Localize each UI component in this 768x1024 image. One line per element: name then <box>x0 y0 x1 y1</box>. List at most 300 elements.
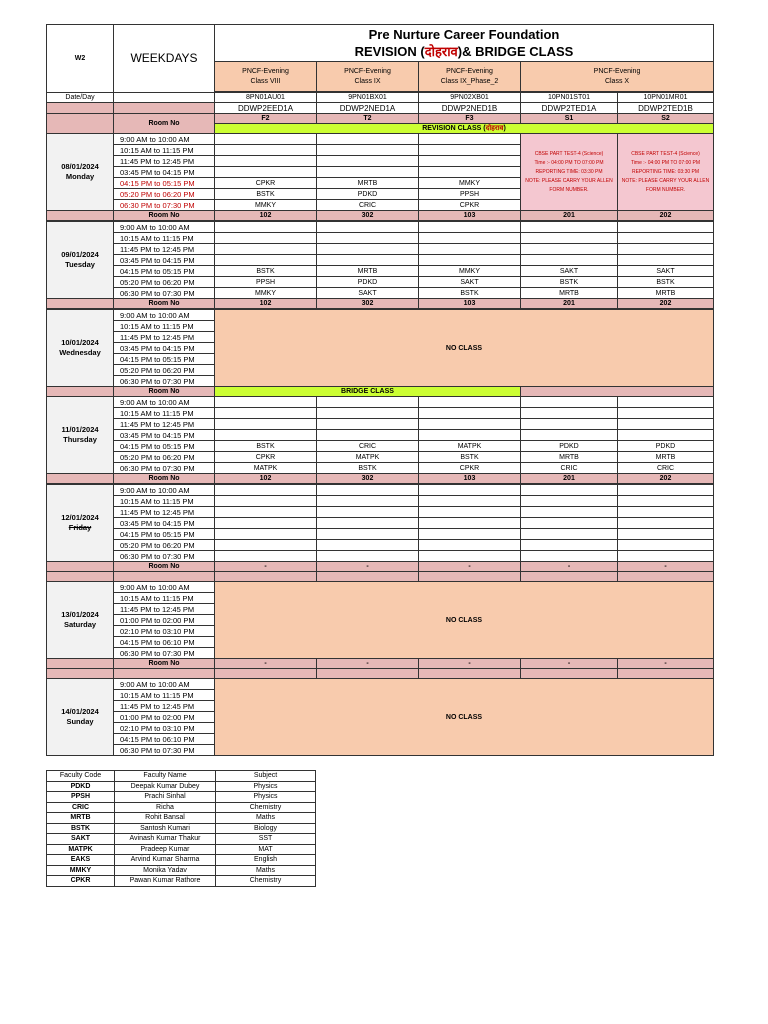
time-slot: 9:00 AM to 10:00 AM <box>114 397 215 408</box>
time-slot: 9:00 AM to 10:00 AM <box>114 582 215 593</box>
title-part: REVISION ( <box>354 44 425 59</box>
schedule-row <box>47 507 714 518</box>
room-number: - <box>215 562 317 572</box>
time-slot: 06:30 PM to 07:30 PM <box>114 288 215 299</box>
cell <box>47 659 114 669</box>
day-date: 08/01/2024 <box>61 162 99 171</box>
test-line: REPORTING TIME: 03:30 PM <box>535 168 603 175</box>
faculty-slot <box>618 485 714 496</box>
date-day-label: Date/Day <box>47 93 114 103</box>
faculty-slot: CRIC <box>317 441 419 452</box>
title-cell <box>215 25 714 62</box>
schedule-row <box>47 134 714 145</box>
room-code: T2 <box>317 114 419 124</box>
schedule-row <box>47 452 714 463</box>
title-part: )& BRIDGE CLASS <box>457 44 574 59</box>
revision-label: REVISION CLASS ( <box>422 125 486 132</box>
faculty-slot <box>618 233 714 244</box>
time-slot: 11:45 PM to 12:45 PM <box>114 419 215 430</box>
no-class-cell: NO CLASS <box>215 310 714 387</box>
time-slot: 11:45 PM to 12:45 PM <box>114 332 215 343</box>
faculty-slot: MRTB <box>521 288 618 299</box>
faculty-slot: MRTB <box>618 288 714 299</box>
page-title: Pre Nurture Career Foundation <box>368 27 560 42</box>
faculty-row <box>47 876 316 887</box>
faculty-slot <box>419 145 521 156</box>
faculty-slot <box>419 507 521 518</box>
faculty-subject: SST <box>216 834 316 845</box>
faculty-slot <box>317 408 419 419</box>
faculty-slot <box>317 518 419 529</box>
faculty-slot <box>521 397 618 408</box>
cell <box>114 669 215 679</box>
room-number: 102 <box>215 211 317 221</box>
time-slot: 03:45 PM to 04:15 PM <box>114 255 215 266</box>
cell <box>47 211 114 221</box>
time-slot: 03:45 PM to 04:15 PM <box>114 518 215 529</box>
cell <box>215 669 317 679</box>
faculty-slot <box>215 430 317 441</box>
faculty-name: Santosh Kumari <box>115 823 216 834</box>
room-number: 103 <box>419 299 521 309</box>
faculty-header: Faculty Name <box>115 771 216 782</box>
schedule-row <box>47 310 714 321</box>
room-no-label: Room No <box>114 562 215 572</box>
room-number: - <box>521 562 618 572</box>
cell <box>47 299 114 309</box>
faculty-slot: PPSH <box>419 189 521 200</box>
time-slot: 11:45 PM to 12:45 PM <box>114 701 215 712</box>
time-slot: 04:15 PM to 05:15 PM <box>114 266 215 277</box>
faculty-slot <box>215 233 317 244</box>
schedule-row <box>47 518 714 529</box>
time-slot: 06:30 PM to 07:30 PM <box>114 200 215 211</box>
time-slot: 06:30 PM to 07:30 PM <box>114 463 215 474</box>
faculty-slot <box>419 540 521 551</box>
faculty-slot <box>215 419 317 430</box>
schedule-row <box>47 496 714 507</box>
room-number: - <box>618 659 714 669</box>
faculty-name: Avinash Kumar Thakur <box>115 834 216 845</box>
faculty-subject: Physics <box>216 792 316 803</box>
faculty-slot <box>317 156 419 167</box>
day-name: Thursday <box>63 435 97 444</box>
day-date: 10/01/2024 <box>61 338 99 347</box>
schedule-row <box>47 211 714 221</box>
schedule-row <box>47 430 714 441</box>
faculty-slot <box>618 244 714 255</box>
faculty-slot <box>215 408 317 419</box>
cell <box>114 93 215 103</box>
room-number: 102 <box>215 299 317 309</box>
faculty-slot <box>215 551 317 562</box>
faculty-subject: Maths <box>216 813 316 824</box>
faculty-slot <box>419 430 521 441</box>
no-class-cell: NO CLASS <box>215 582 714 659</box>
faculty-slot <box>215 222 317 233</box>
faculty-row <box>47 813 316 824</box>
faculty-slot <box>521 222 618 233</box>
batch-name: DDWP2TED1B <box>618 103 714 114</box>
faculty-slot <box>419 156 521 167</box>
faculty-slot <box>317 222 419 233</box>
time-slot: 11:45 PM to 12:45 PM <box>114 507 215 518</box>
faculty-name: Prachi Sinhal <box>115 792 216 803</box>
faculty-slot <box>317 134 419 145</box>
faculty-code: CRIC <box>47 802 115 813</box>
time-slot: 04:15 PM to 06:10 PM <box>114 734 215 745</box>
faculty-slot <box>215 485 317 496</box>
room-no-label: Room No <box>114 299 215 309</box>
faculty-slot <box>215 145 317 156</box>
batch-code: 8PN01AU01 <box>215 93 317 103</box>
day-date: 12/01/2024 <box>61 513 99 522</box>
day-cell <box>47 310 114 387</box>
faculty-slot: BSTK <box>317 463 419 474</box>
faculty-slot <box>215 496 317 507</box>
schedule-row <box>47 463 714 474</box>
cell <box>47 103 114 114</box>
faculty-subject: Physics <box>216 781 316 792</box>
batch-code: 10PN01MR01 <box>618 93 714 103</box>
time-slot: 10:15 AM to 11:15 PM <box>114 690 215 701</box>
test-line: Time :- 04:00 PM TO 07:00 PM <box>630 159 701 166</box>
cell <box>47 387 114 397</box>
room-number: - <box>618 562 714 572</box>
column-header <box>317 62 419 92</box>
class-name: Class IX_Phase_2 <box>440 77 499 85</box>
faculty-slot <box>419 529 521 540</box>
faculty-subject: MAT <box>216 844 316 855</box>
faculty-slot <box>317 397 419 408</box>
faculty-slot <box>618 255 714 266</box>
faculty-slot <box>419 485 521 496</box>
faculty-slot: BSTK <box>215 266 317 277</box>
faculty-slot <box>215 167 317 178</box>
cell <box>419 572 521 582</box>
faculty-slot <box>618 430 714 441</box>
faculty-slot: MRTB <box>317 178 419 189</box>
faculty-row <box>47 865 316 876</box>
faculty-code: MMKY <box>47 865 115 876</box>
faculty-slot: CPKR <box>419 200 521 211</box>
faculty-slot <box>317 507 419 518</box>
room-number: 302 <box>317 299 419 309</box>
faculty-slot <box>521 507 618 518</box>
time-slot: 03:45 PM to 04:15 PM <box>114 167 215 178</box>
column-header <box>521 62 714 92</box>
day-cell <box>47 134 114 211</box>
time-slot: 02:10 PM to 03:10 PM <box>114 626 215 637</box>
faculty-slot <box>521 255 618 266</box>
day-cell <box>47 222 114 299</box>
time-slot: 11:45 PM to 12:45 PM <box>114 244 215 255</box>
schedule-row <box>47 397 714 408</box>
batch-name: DDWP2NED1A <box>317 103 419 114</box>
program-name: PNCF-Evening <box>446 67 493 75</box>
schedule-row <box>47 244 714 255</box>
faculty-slot: MRTB <box>317 266 419 277</box>
time-slot: 03:45 PM to 04:15 PM <box>114 430 215 441</box>
room-no-label: Room No <box>114 211 215 221</box>
day-name: Saturday <box>63 620 97 629</box>
faculty-slot <box>521 529 618 540</box>
faculty-row <box>47 781 316 792</box>
time-slot: 10:15 AM to 11:15 PM <box>114 593 215 604</box>
faculty-slot <box>521 419 618 430</box>
schedule-row <box>47 659 714 669</box>
cell <box>618 572 714 582</box>
program-name: PNCF-Evening <box>344 67 391 75</box>
faculty-subject: Biology <box>216 823 316 834</box>
faculty-slot: BSTK <box>521 277 618 288</box>
faculty-slot <box>317 233 419 244</box>
time-slot: 10:15 AM to 11:15 PM <box>114 145 215 156</box>
faculty-slot <box>215 507 317 518</box>
faculty-slot <box>521 244 618 255</box>
column-header <box>215 62 317 92</box>
room-number: 103 <box>419 474 521 484</box>
faculty-slot: MATPK <box>419 441 521 452</box>
faculty-slot <box>419 255 521 266</box>
faculty-slot: MMKY <box>419 178 521 189</box>
time-slot: 01:00 PM to 02:00 PM <box>114 615 215 626</box>
time-slot: 11:45 PM to 12:45 PM <box>114 604 215 615</box>
faculty-row <box>47 792 316 803</box>
faculty-slot <box>317 244 419 255</box>
time-slot: 05:20 PM to 06:20 PM <box>114 540 215 551</box>
day-name: Tuesday <box>65 260 95 269</box>
faculty-slot: MRTB <box>521 452 618 463</box>
day-name: Friday <box>68 523 92 532</box>
faculty-slot <box>419 408 521 419</box>
schedule-row <box>47 222 714 233</box>
day-cell <box>47 679 114 756</box>
room-number: 201 <box>521 474 618 484</box>
time-slot: 05:20 PM to 06:20 PM <box>114 452 215 463</box>
room-number: - <box>419 659 521 669</box>
title-hindi: दोहराव <box>424 44 458 59</box>
room-no-label: Room No <box>114 659 215 669</box>
faculty-slot: PDKD <box>317 277 419 288</box>
faculty-slot <box>618 507 714 518</box>
no-class-cell: NO CLASS <box>215 679 714 756</box>
schedule-row <box>47 679 714 690</box>
batch-name: DDWP2NED1B <box>419 103 521 114</box>
room-number: 102 <box>215 474 317 484</box>
faculty-header: Faculty Code <box>47 771 115 782</box>
batch-code: 10PN01ST01 <box>521 93 618 103</box>
day-cell <box>47 397 114 474</box>
faculty-slot <box>317 540 419 551</box>
faculty-slot: MATPK <box>215 463 317 474</box>
cell <box>47 114 114 134</box>
weekdays-label: WEEKDAYS <box>114 25 215 93</box>
faculty-slot: PDKD <box>317 189 419 200</box>
faculty-slot: CRIC <box>521 463 618 474</box>
time-slot: 04:15 PM to 06:10 PM <box>114 637 215 648</box>
faculty-slot: CRIC <box>317 200 419 211</box>
faculty-slot <box>317 167 419 178</box>
time-slot: 9:00 AM to 10:00 AM <box>114 485 215 496</box>
class-name: Class X <box>604 77 630 85</box>
test-line: NOTE: PLEASE CARRY YOUR ALLEN FORM NUMBER. <box>621 177 710 193</box>
faculty-slot: BSTK <box>419 288 521 299</box>
test-note-cell <box>618 134 714 211</box>
cell <box>114 103 215 114</box>
time-slot: 04:15 PM to 05:15 PM <box>114 529 215 540</box>
time-slot: 9:00 AM to 10:00 AM <box>114 310 215 321</box>
faculty-slot <box>618 397 714 408</box>
faculty-slot <box>521 430 618 441</box>
test-line: CBSE PART TEST-4 (Science) <box>631 150 700 157</box>
room-number: 201 <box>521 211 618 221</box>
faculty-slot <box>419 134 521 145</box>
faculty-slot <box>618 518 714 529</box>
faculty-code: PDKD <box>47 781 115 792</box>
faculty-slot: MMKY <box>215 288 317 299</box>
time-slot: 06:30 PM to 07:30 PM <box>114 648 215 659</box>
revision-label: ) <box>503 125 506 132</box>
room-no-label: Room No <box>114 474 215 484</box>
room-number: 302 <box>317 211 419 221</box>
room-number: - <box>317 659 419 669</box>
faculty-subject: Maths <box>216 865 316 876</box>
faculty-slot: CRIC <box>618 463 714 474</box>
faculty-name: Pawan Kumar Rathore <box>115 876 216 887</box>
faculty-slot: SAKT <box>419 277 521 288</box>
faculty-code: MATPK <box>47 844 115 855</box>
cell <box>521 669 618 679</box>
program-name: PNCF-Evening <box>242 67 289 75</box>
faculty-row <box>47 855 316 866</box>
time-slot: 10:15 AM to 11:15 PM <box>114 233 215 244</box>
day-date: 09/01/2024 <box>61 250 99 259</box>
faculty-row <box>47 834 316 845</box>
time-slot: 04:15 PM to 05:15 PM <box>114 441 215 452</box>
faculty-code: EAKS <box>47 855 115 866</box>
time-slot: 03:45 PM to 04:15 PM <box>114 343 215 354</box>
faculty-slot <box>317 496 419 507</box>
faculty-slot <box>419 233 521 244</box>
cell <box>317 669 419 679</box>
revision-banner <box>215 124 714 134</box>
faculty-row <box>47 802 316 813</box>
day-name: Monday <box>65 172 95 181</box>
schedule-row <box>47 114 714 124</box>
faculty-slot: MATPK <box>317 452 419 463</box>
faculty-slot <box>419 167 521 178</box>
room-number: 202 <box>618 211 714 221</box>
schedule-row <box>47 277 714 288</box>
bridge-banner: BRIDGE CLASS <box>215 387 521 397</box>
faculty-slot <box>618 496 714 507</box>
faculty-slot <box>521 485 618 496</box>
faculty-slot <box>215 540 317 551</box>
room-code: S1 <box>521 114 618 124</box>
faculty-code: CPKR <box>47 876 115 887</box>
faculty-name: Deepak Kumar Dubey <box>115 781 216 792</box>
time-slot: 9:00 AM to 10:00 AM <box>114 222 215 233</box>
faculty-slot: MMKY <box>215 200 317 211</box>
schedule-row <box>47 441 714 452</box>
time-slot: 06:30 PM to 07:30 PM <box>114 376 215 387</box>
faculty-slot <box>317 255 419 266</box>
faculty-slot <box>215 397 317 408</box>
faculty-slot <box>419 397 521 408</box>
faculty-slot: PDKD <box>521 441 618 452</box>
faculty-slot: SAKT <box>521 266 618 277</box>
room-code: F2 <box>215 114 317 124</box>
schedule-row <box>47 299 714 309</box>
test-line: NOTE: PLEASE CARRY YOUR ALLEN FORM NUMBER. <box>525 177 613 193</box>
faculty-slot: CPKR <box>215 178 317 189</box>
faculty-slot <box>618 540 714 551</box>
faculty-code: MRTB <box>47 813 115 824</box>
schedule-row <box>47 529 714 540</box>
time-slot: 05:20 PM to 06:20 PM <box>114 189 215 200</box>
cell <box>47 474 114 484</box>
cell <box>114 572 215 582</box>
faculty-code: SAKT <box>47 834 115 845</box>
room-code: S2 <box>618 114 714 124</box>
cell <box>215 572 317 582</box>
cell <box>47 562 114 572</box>
test-note-cell <box>521 134 618 211</box>
schedule-row <box>47 103 714 114</box>
test-line: CBSE PART TEST-4 (Science) <box>534 150 604 157</box>
faculty-slot <box>419 222 521 233</box>
test-line: Time :- 04:00 PM TO 07:00 PM <box>534 159 604 166</box>
faculty-slot <box>419 496 521 507</box>
schedule-row <box>47 419 714 430</box>
class-name: Class VIII <box>250 77 281 85</box>
faculty-slot: CPKR <box>215 452 317 463</box>
room-number: 103 <box>419 211 521 221</box>
faculty-slot: MMKY <box>419 266 521 277</box>
faculty-slot <box>521 496 618 507</box>
cell <box>47 669 114 679</box>
day-name: Wednesday <box>59 348 101 357</box>
day-date: 13/01/2024 <box>61 610 99 619</box>
faculty-slot: BSTK <box>618 277 714 288</box>
room-number: - <box>419 562 521 572</box>
week-label: W2 <box>47 25 114 93</box>
faculty-slot <box>419 244 521 255</box>
faculty-slot <box>521 233 618 244</box>
faculty-slot: PDKD <box>618 441 714 452</box>
faculty-slot <box>317 419 419 430</box>
faculty-slot <box>618 222 714 233</box>
time-slot: 05:20 PM to 06:20 PM <box>114 277 215 288</box>
time-slot: 05:20 PM to 06:20 PM <box>114 365 215 376</box>
faculty-name: Pradeep Kumar <box>115 844 216 855</box>
faculty-slot: BSTK <box>215 189 317 200</box>
schedule-row <box>47 562 714 572</box>
schedule-row <box>47 233 714 244</box>
faculty-slot <box>317 529 419 540</box>
schedule-row <box>47 572 714 582</box>
schedule-row <box>47 551 714 562</box>
faculty-slot <box>618 551 714 562</box>
faculty-slot <box>215 518 317 529</box>
faculty-slot <box>215 156 317 167</box>
room-number: 202 <box>618 474 714 484</box>
faculty-slot <box>215 255 317 266</box>
cell <box>521 387 714 397</box>
schedule-table <box>46 24 714 756</box>
room-number: 201 <box>521 299 618 309</box>
